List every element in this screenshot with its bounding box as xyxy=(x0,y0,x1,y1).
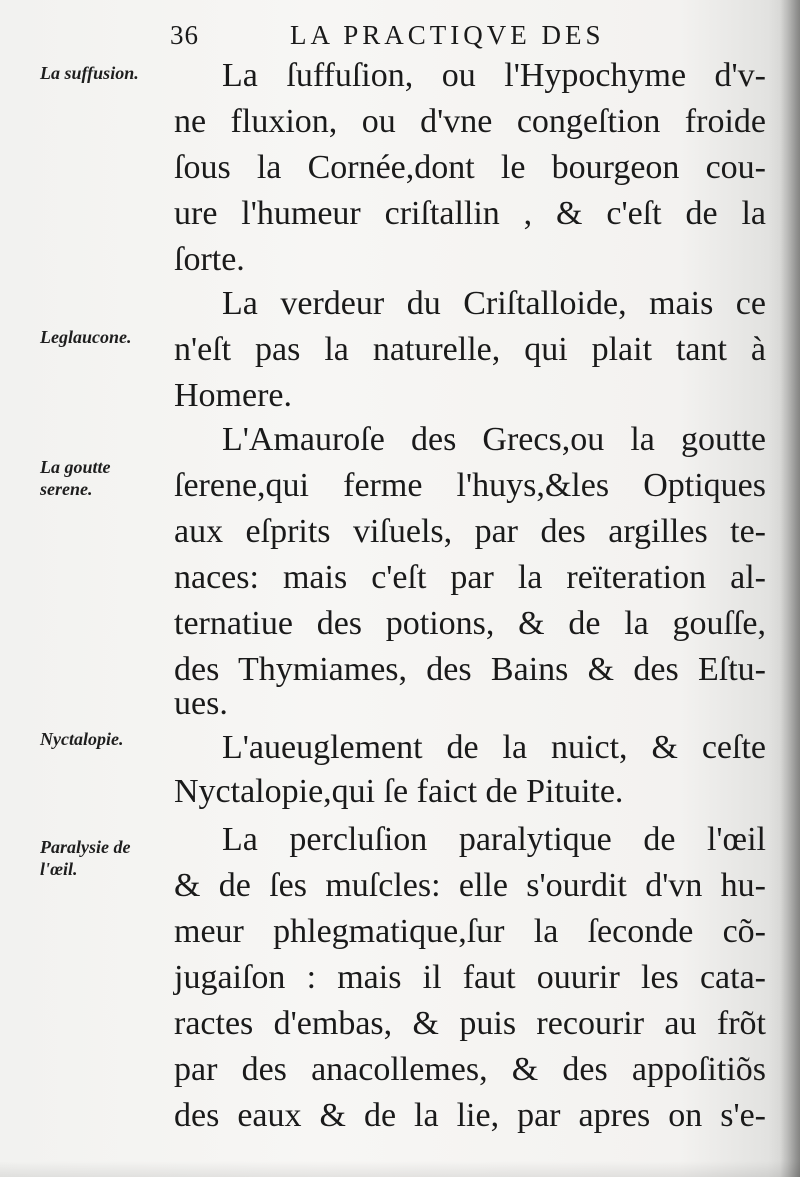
text-line: aux eſprits viſuels, par des argilles te- xyxy=(174,513,766,550)
margin-note-nyctalopie: Nyctalopie. xyxy=(40,729,124,749)
text-line: par des anacollemes, & des appoſitiõs xyxy=(174,1051,766,1088)
text-line: ſerene,qui ferme l'huys,&les Optiques xyxy=(174,467,766,504)
text-line: ternatiue des potions, & de la gouſſe, xyxy=(174,605,766,642)
text-line: La percluſion paralytique de l'œil xyxy=(222,821,766,858)
page-number: 36 xyxy=(170,20,199,50)
text-line: ſous la Cornée,dont le bourgeon cou- xyxy=(174,149,766,186)
text-line: L'Amauroſe des Grecs,ou la goutte xyxy=(222,421,766,458)
margin-note-paralysie: Paralysie de l'œil. xyxy=(40,837,131,879)
page-bottom-shadow xyxy=(0,1161,800,1177)
text-line: ues. xyxy=(174,685,228,722)
text-line: des eaux & de la lie, par apres on s'e- xyxy=(174,1097,766,1134)
text-line: jugaiſon : mais il faut ouurir les cata- xyxy=(174,959,766,996)
page-edge-shadow xyxy=(780,0,800,1177)
text-line: La ſuffuſion, ou l'Hypochyme d'v- xyxy=(222,57,766,94)
text-line: ſorte. xyxy=(174,241,245,278)
text-line: ure l'humeur criſtallin , & c'eſt de la xyxy=(174,195,766,232)
running-head: LA PRACTIQVE DES xyxy=(290,20,605,50)
margin-note-goutte-serene: La goutte serene. xyxy=(40,457,111,499)
margin-note-glaucone: Leglaucone. xyxy=(40,327,132,347)
text-line: & de ſes muſcles: elle s'ourdit d'vn hu- xyxy=(174,867,766,904)
text-line: meur phlegmatique,ſur la ſeconde cõ- xyxy=(174,913,766,950)
text-line: ractes d'embas, & puis recourir au frõt xyxy=(174,1005,766,1042)
text-line: naces: mais c'eſt par la reïteration al- xyxy=(174,559,766,596)
text-line: L'aueuglement de la nuict, & ceſte xyxy=(222,729,766,766)
text-line: Homere. xyxy=(174,377,293,414)
text-line: n'eſt pas la naturelle, qui plait tant à xyxy=(174,331,766,368)
text-line: des Thymiames, des Bains & des Eſtu- xyxy=(174,651,766,688)
margin-note-suffusion: La suffusion. xyxy=(40,63,139,83)
text-line: La verdeur du Criſtalloide, mais ce xyxy=(222,285,766,322)
text-line: ne fluxion, ou d'vne congeſtion froide xyxy=(174,103,766,140)
text-line: Nyctalopie,qui ſe faict de Pituite. xyxy=(174,773,624,810)
